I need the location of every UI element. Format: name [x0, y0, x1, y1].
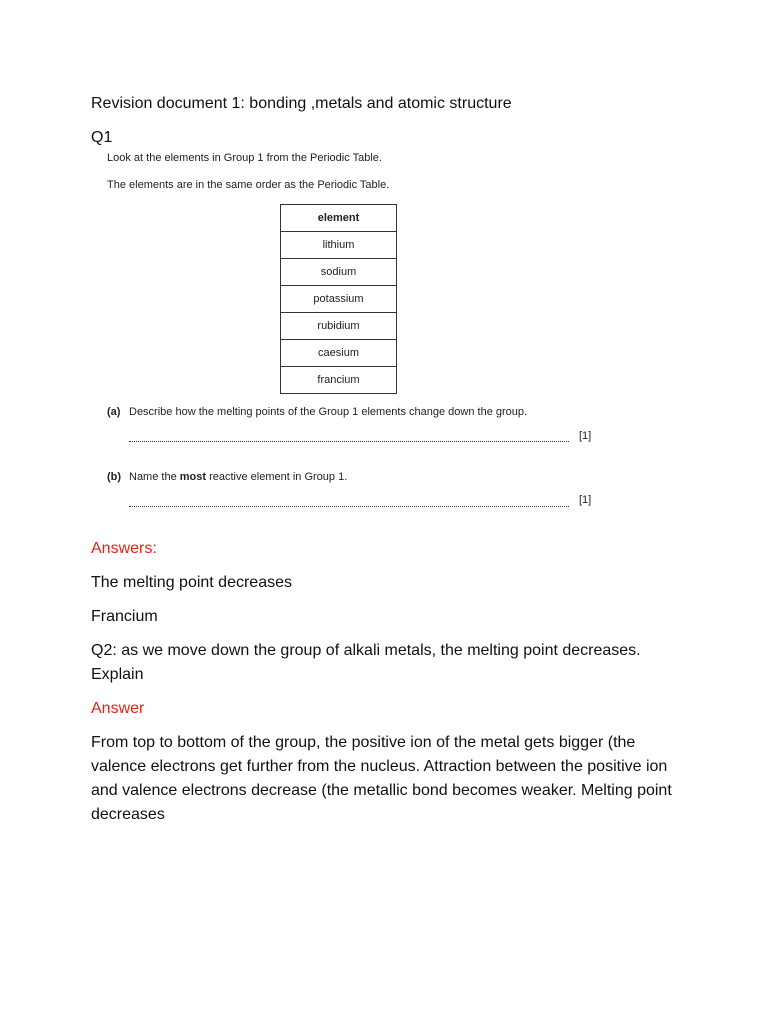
table-cell-element: lithium [281, 232, 397, 259]
answer-1: The melting point decreases [91, 574, 292, 591]
mark-a: [1] [579, 430, 592, 442]
answer-line-b [129, 506, 569, 507]
table-cell-element: rubidium [281, 313, 397, 340]
q1-intro-line-1: Look at the elements in Group 1 from the Periodic Table. [107, 152, 382, 164]
table-row [281, 340, 397, 367]
question-part-a [107, 405, 527, 419]
mark-b: [1] [579, 494, 592, 506]
table-row [281, 313, 397, 340]
table-header-row [281, 205, 397, 232]
question-2: Q2: as we move down the group of alkali metals, the melting point decreases. Explain [91, 642, 641, 683]
table-cell-element: caesium [281, 340, 397, 367]
answer-line-a [129, 441, 569, 442]
table-row [281, 259, 397, 286]
table-row [281, 286, 397, 313]
document-title: Revision document 1: bonding ,metals and atomic structure [91, 95, 512, 112]
answer-2: Francium [91, 608, 158, 625]
table-cell-element: potassium [281, 286, 397, 313]
table-row [281, 232, 397, 259]
part-b-text-after: reactive element in Group 1. [206, 471, 348, 483]
part-b-text-before: Name the [129, 471, 180, 483]
part-a-letter: (a) [107, 406, 121, 418]
question-1-label: Q1 [91, 129, 113, 146]
q2-explanation: From top to bottom of the group, the positive ion of the metal gets bigger (the valence electrons get further from the nucleus. Attraction between the positive ion and valence electrons decrease (the metallic bond becomes weaker. Melting point decreases [91, 734, 672, 823]
table-cell-element: sodium [281, 259, 397, 286]
question-part-b [107, 470, 347, 484]
table-row [281, 367, 397, 394]
part-b-letter: (b) [107, 471, 122, 483]
part-b-text-bold: most [179, 471, 207, 483]
answer-heading: Answer [91, 700, 145, 717]
part-a-text: Describe how the melting points of the Group 1 elements change down the group. [129, 406, 528, 418]
answers-heading: Answers: [91, 540, 157, 557]
q1-intro-line-2: The elements are in the same order as the Periodic Table. [107, 179, 390, 191]
table-cell-element: francium [281, 367, 397, 394]
group-1-elements-table [280, 204, 397, 394]
table-header-cell: element [281, 205, 397, 232]
